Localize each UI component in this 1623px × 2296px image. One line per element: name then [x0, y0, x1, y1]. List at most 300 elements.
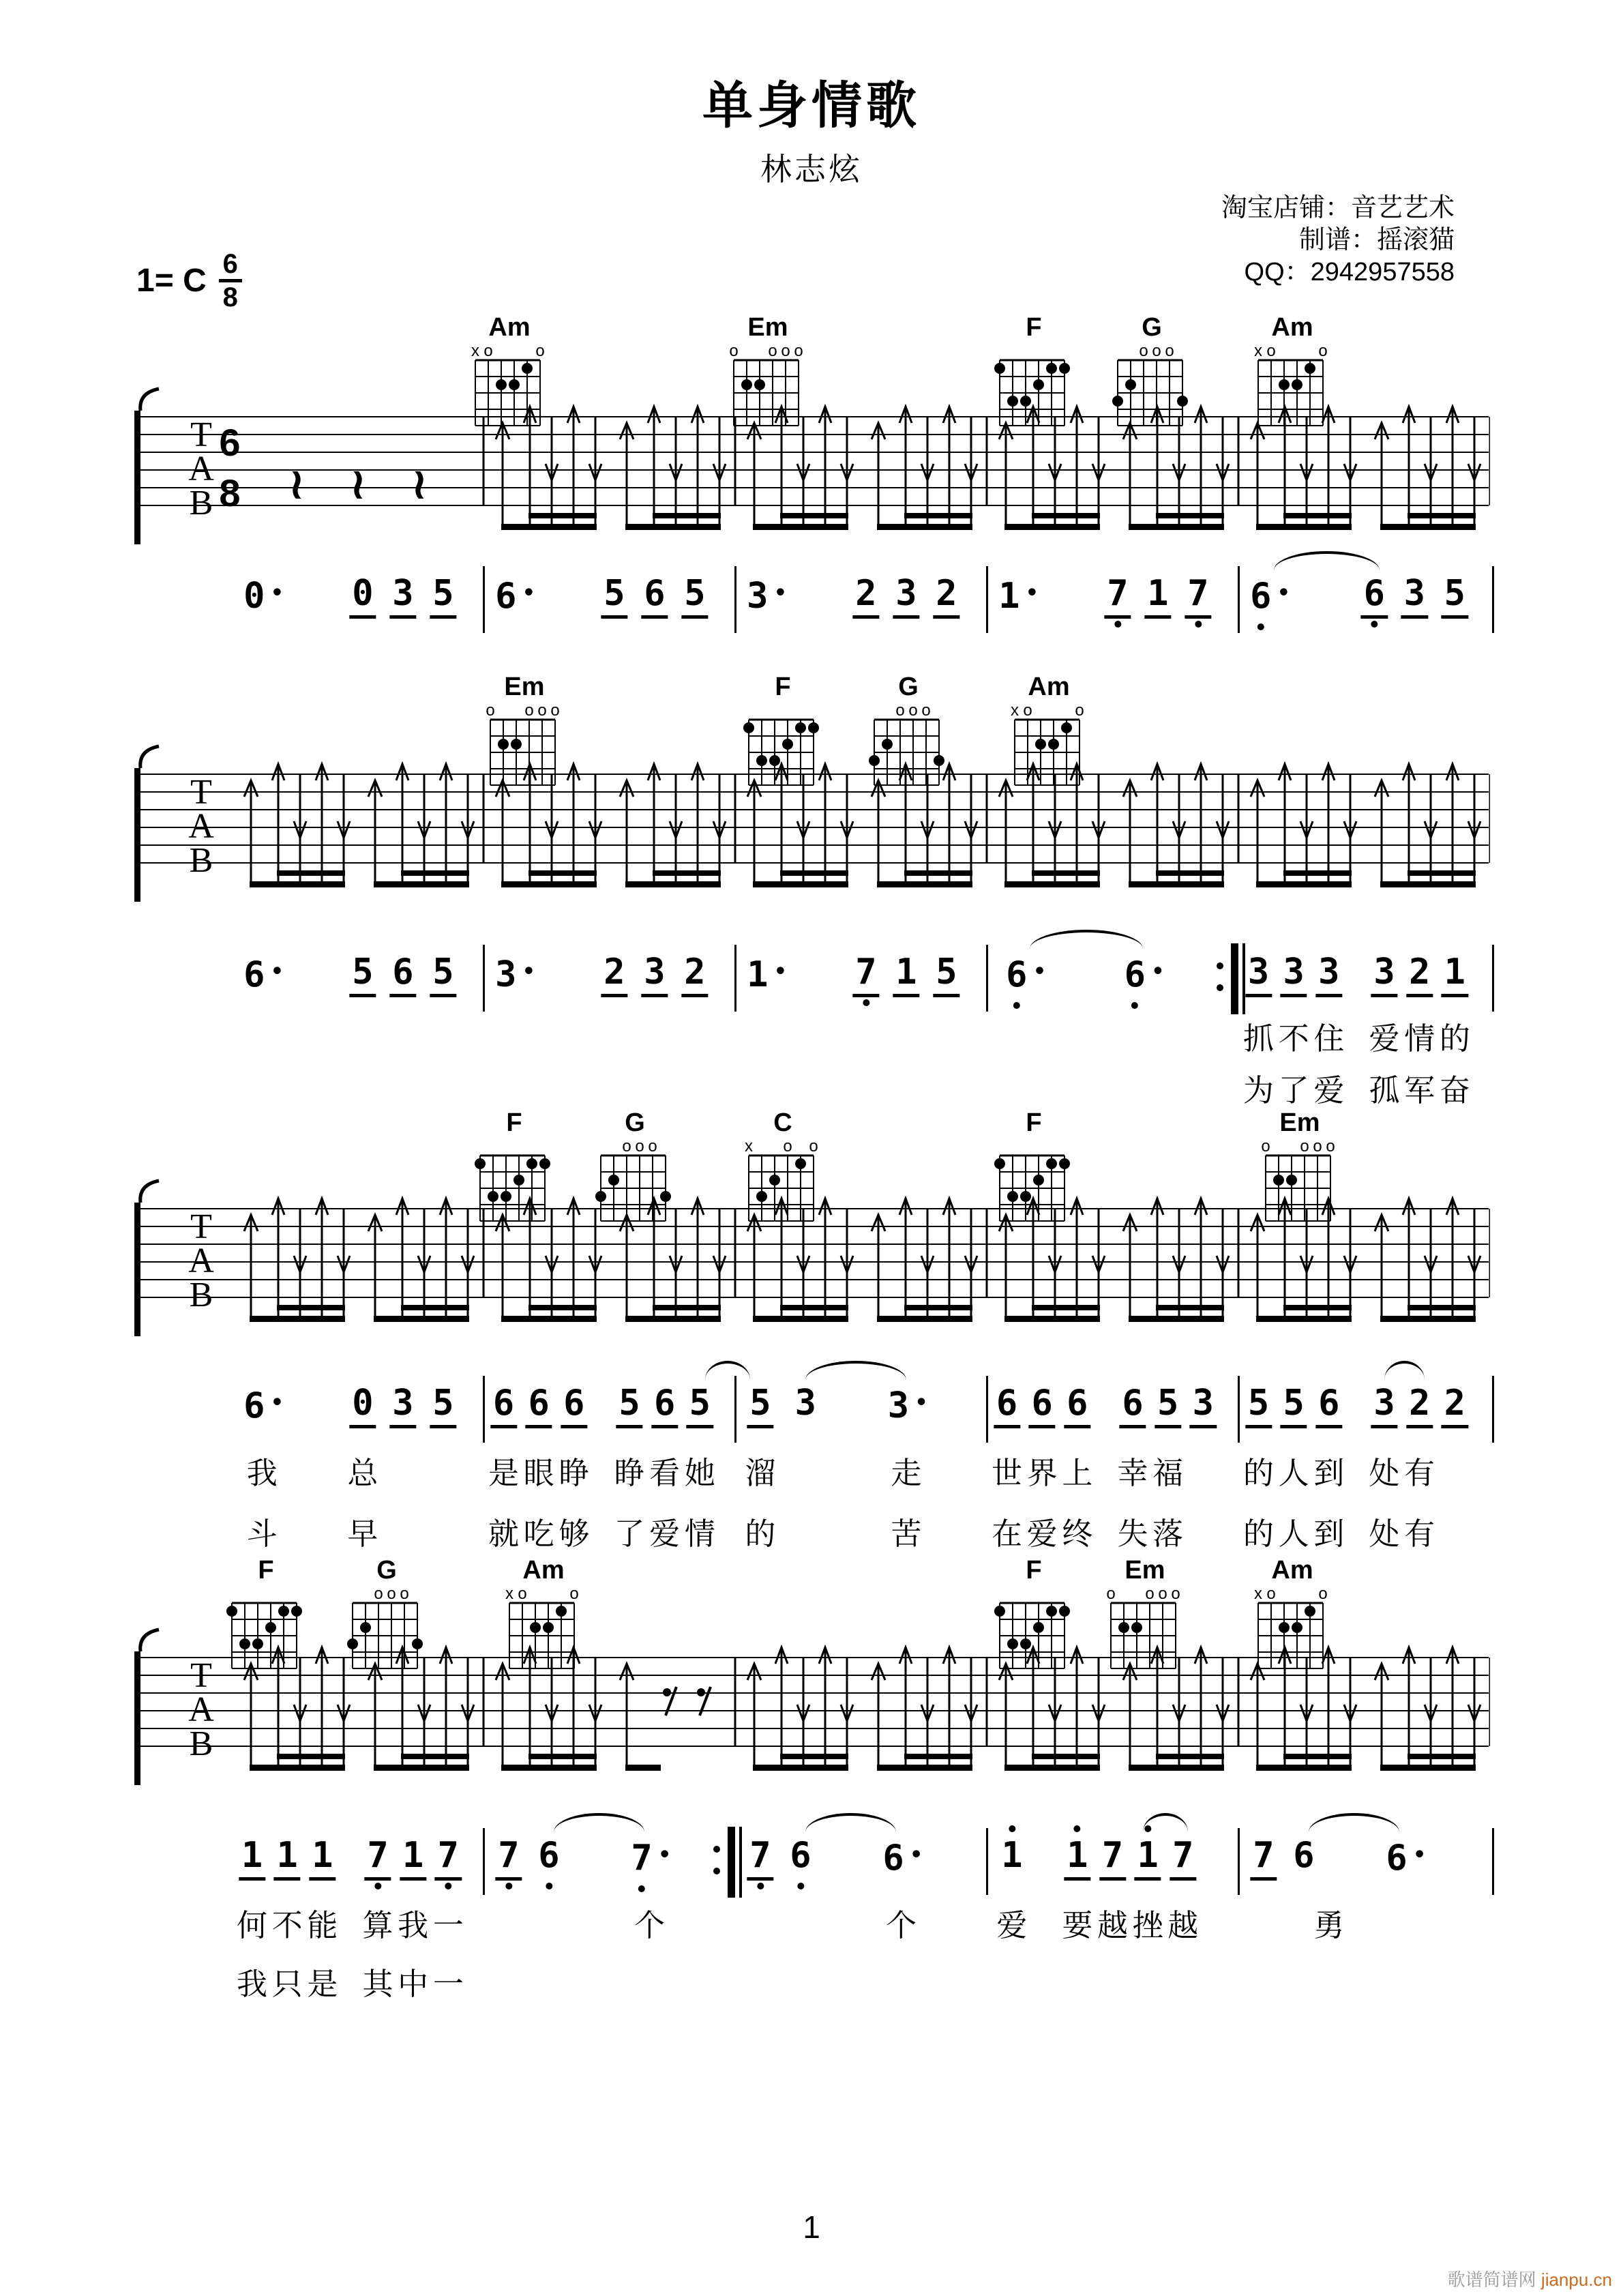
lyric-char: 界	[1026, 1456, 1058, 1490]
chord-diagram-G	[342, 1557, 432, 1677]
time-signature	[219, 250, 242, 312]
lyric-char: 上	[1062, 1456, 1093, 1490]
lyric-char: 终	[1062, 1516, 1093, 1551]
tab-system	[133, 386, 1490, 561]
note: 6 •	[1003, 953, 1045, 997]
lyric-char: 落	[1152, 1516, 1184, 1551]
lyric-char: 处	[1369, 1516, 1400, 1551]
lyric-char: 爱	[1369, 1021, 1400, 1056]
info-line-shop: 淘宝店铺：音艺艺术	[1221, 194, 1455, 222]
bar-line	[734, 566, 736, 633]
tab-clef-letter: A	[188, 1690, 214, 1729]
note: 5	[681, 574, 708, 619]
note: 1	[1144, 574, 1171, 619]
lyric-char: 挫	[1132, 1908, 1163, 1943]
svg-text:o: o	[1261, 1137, 1270, 1156]
note: 1	[1442, 953, 1468, 997]
bar-line	[734, 945, 736, 1012]
measure	[232, 945, 483, 1020]
chord-Am	[1247, 314, 1337, 437]
watermark-site-name: 歌谱简谱网	[1447, 2269, 1536, 2290]
chord-Am	[1247, 1557, 1337, 1680]
svg-text:o: o	[1023, 701, 1032, 720]
lyric-char: 有	[1404, 1456, 1435, 1490]
svg-text:o: o	[895, 701, 905, 720]
bar-line	[483, 945, 485, 1012]
note: 5	[601, 574, 627, 619]
tie-slur	[1384, 1361, 1425, 1380]
tab-system	[133, 1627, 1490, 1802]
song-title: 单身情歌	[702, 77, 921, 134]
svg-text:Em: Em	[504, 673, 545, 701]
note: 6	[1029, 1384, 1056, 1428]
svg-text:F: F	[1026, 1109, 1042, 1137]
chord-diagram-F	[989, 1109, 1079, 1229]
chord-Am	[464, 314, 554, 437]
tie-slur	[1030, 930, 1143, 949]
measure	[483, 945, 735, 1020]
note: 6	[1361, 574, 1388, 619]
lyric-char: 要	[1062, 1908, 1093, 1943]
lyric-char: 能	[307, 1908, 338, 1943]
svg-text:o: o	[569, 1585, 579, 1603]
svg-text:o: o	[1145, 1585, 1155, 1603]
note: 3 •	[747, 576, 787, 617]
note: 3	[1315, 953, 1342, 997]
lyric-char: 到	[1313, 1456, 1345, 1490]
lyric-char: 失	[1117, 1516, 1148, 1551]
measure	[1238, 1828, 1490, 1903]
tab-clef-letter: T	[190, 1656, 212, 1695]
svg-text:o: o	[1171, 1585, 1180, 1603]
svg-text:F: F	[1026, 314, 1042, 342]
note: 3	[1371, 1384, 1397, 1428]
lyric-char: 军	[1404, 1073, 1435, 1108]
note: 2	[1406, 1384, 1433, 1428]
bar-line	[734, 1376, 736, 1443]
svg-text:o: o	[1300, 1137, 1309, 1156]
chord-Em	[479, 673, 569, 797]
lyric-char: 了	[1278, 1073, 1309, 1108]
notation-line	[232, 566, 1490, 641]
lyric-char: 溜	[745, 1456, 776, 1490]
svg-text:o: o	[550, 701, 560, 720]
note: 6 •	[882, 1838, 923, 1879]
info-line-maker: 制谱：摇滚猫	[1298, 226, 1455, 254]
chord-diagram-F	[221, 1557, 311, 1677]
lyric-char: 爱	[1026, 1516, 1058, 1551]
svg-text:o: o	[374, 1585, 383, 1603]
staff-time-bottom: 8	[219, 471, 241, 514]
note: 1	[274, 1836, 301, 1881]
tie-slur	[1309, 1813, 1399, 1832]
svg-text:o: o	[768, 342, 777, 360]
note: 1 •	[747, 954, 787, 995]
note: 3	[641, 953, 668, 997]
tab-clef-letter: B	[189, 841, 213, 880]
lyric-char: 世	[992, 1456, 1023, 1490]
note: 6 •	[495, 576, 535, 617]
lyric-char: 不	[1278, 1021, 1309, 1056]
chord-diagram-Am	[1247, 314, 1337, 434]
chord-F	[738, 673, 828, 797]
chord-diagram-F	[989, 314, 1079, 434]
note: 2	[601, 953, 627, 997]
lyric-char: 是	[488, 1456, 520, 1490]
note: 6	[651, 1384, 678, 1428]
watermark	[1448, 2266, 1612, 2291]
lyric-char: 不	[271, 1908, 303, 1943]
svg-text:x: x	[1254, 342, 1262, 360]
chord-diagram-Em	[479, 673, 569, 793]
lyric-char: 人	[1278, 1456, 1309, 1490]
note: 6	[1064, 1384, 1090, 1428]
time-top: 6	[222, 249, 238, 279]
svg-text:o: o	[729, 342, 739, 360]
note: 6 •	[243, 954, 284, 995]
note: 7	[1170, 1836, 1196, 1881]
chord-F	[989, 314, 1079, 437]
note: 6	[389, 953, 416, 997]
note: 2	[933, 574, 959, 619]
svg-text:o: o	[1313, 1137, 1322, 1156]
lyric-char: 住	[1313, 1021, 1345, 1056]
note: 6	[490, 1384, 517, 1428]
note: 7	[1099, 1836, 1126, 1881]
end-bar-line	[1492, 945, 1494, 1012]
note: 7	[495, 1836, 522, 1881]
lyric-char: 就	[488, 1516, 520, 1551]
tie-slur	[1274, 551, 1380, 570]
svg-text:Am: Am	[1271, 314, 1313, 342]
lyric-char: 我	[237, 1967, 268, 2001]
time-bottom: 8	[222, 282, 238, 312]
svg-text:o: o	[783, 1137, 792, 1156]
svg-text:o: o	[1266, 342, 1276, 360]
lyric-char: 走	[891, 1456, 922, 1490]
note: 3	[1401, 574, 1428, 619]
svg-text:o: o	[1266, 1585, 1276, 1603]
tab-clef-letter: B	[189, 484, 213, 523]
svg-text:F: F	[258, 1557, 274, 1585]
lyric-char: 苦	[891, 1516, 922, 1551]
lyric-char: 情	[684, 1516, 715, 1551]
note: 5	[430, 574, 456, 619]
svg-text:Am: Am	[488, 314, 531, 342]
bar-line	[986, 945, 988, 1012]
svg-text:o: o	[648, 1137, 657, 1156]
tab-clef-letter: A	[188, 450, 214, 488]
svg-text:o: o	[400, 1585, 409, 1603]
end-bar-line	[1492, 566, 1494, 633]
svg-text:Am: Am	[1271, 1557, 1313, 1585]
lyric-char: 奋	[1439, 1073, 1470, 1108]
svg-text:o: o	[781, 342, 790, 360]
tab-clef-letter: A	[188, 1241, 214, 1280]
note: 6	[1315, 1384, 1342, 1428]
note: 5	[933, 953, 959, 997]
note: 5	[1442, 574, 1468, 619]
lyric-char: 的	[1243, 1456, 1275, 1490]
note: 5	[616, 1384, 642, 1428]
svg-text:x: x	[1254, 1585, 1262, 1603]
svg-text:G: G	[625, 1109, 645, 1137]
tab-clef-letter: B	[189, 1276, 213, 1314]
tab-clef-letter: B	[189, 1724, 213, 1763]
page-number: 1	[803, 2209, 820, 2245]
note: 3	[389, 574, 416, 619]
bar-line	[1238, 1376, 1240, 1443]
measure	[483, 1828, 735, 1903]
measure	[735, 1376, 987, 1451]
note: 7	[435, 1836, 462, 1881]
bar-line	[483, 566, 485, 633]
svg-text:Am: Am	[522, 1557, 565, 1585]
quarter-rest: ≀	[350, 459, 366, 510]
measure	[987, 945, 1238, 1020]
lyric-char: 眼	[523, 1456, 554, 1490]
tab-clef-letter: T	[190, 415, 212, 454]
measure	[232, 1828, 483, 1903]
svg-text:o: o	[921, 701, 931, 720]
chord-C	[738, 1109, 828, 1233]
svg-text:Em: Em	[1279, 1109, 1320, 1137]
lyric-char: 越	[1097, 1908, 1129, 1943]
note: 1	[400, 1836, 426, 1881]
tab-staff	[133, 1178, 1490, 1350]
svg-text:o: o	[1158, 1585, 1167, 1603]
svg-text:o: o	[1106, 1585, 1116, 1603]
lyric-char: 中	[398, 1967, 429, 2001]
lyric-char: 个	[634, 1908, 666, 1943]
svg-text:o: o	[1318, 1585, 1328, 1603]
chord-diagram-F	[469, 1109, 559, 1229]
tab-staff	[133, 1627, 1490, 1799]
lyric-char: 处	[1369, 1456, 1400, 1490]
info-line-qq: QQ：2942957558	[1244, 258, 1455, 286]
tie-slur	[805, 1361, 906, 1380]
chord-Em	[1100, 1557, 1190, 1680]
bar-line	[1238, 1828, 1240, 1895]
measure	[483, 1376, 735, 1451]
tab-clef-letter: A	[188, 807, 214, 846]
note: 3	[1190, 1384, 1217, 1428]
svg-text:o: o	[1165, 342, 1174, 360]
chord-diagram-Em	[1100, 1557, 1190, 1677]
note: 6 •	[1247, 574, 1290, 618]
lyric-char: 其	[362, 1967, 393, 2001]
note: 5	[1155, 1384, 1181, 1428]
lyric-char: 一	[432, 1908, 464, 1943]
note: 3	[1371, 953, 1397, 997]
repeat-sign	[712, 1828, 742, 1896]
note: 6	[561, 1384, 587, 1428]
chord-diagram-G	[1107, 314, 1197, 434]
chord-diagram-G	[863, 673, 953, 793]
chord-diagram-C	[738, 1109, 828, 1229]
note: 5	[747, 1384, 773, 1428]
note: 3	[1281, 953, 1307, 997]
lyric-char: 了	[614, 1516, 645, 1551]
svg-text:C: C	[773, 1109, 792, 1137]
svg-text:o: o	[908, 701, 918, 720]
chord-G	[863, 673, 953, 797]
bar-line	[483, 1376, 485, 1443]
lyric-char: 吃	[523, 1516, 554, 1551]
note: 5	[349, 953, 376, 997]
note: 2	[681, 953, 708, 997]
lyric-char: 在	[992, 1516, 1023, 1551]
lyric-char: 早	[347, 1516, 378, 1551]
lyric-char: 是	[307, 1967, 338, 2001]
lyric-char: 人	[1278, 1516, 1309, 1551]
note: 7	[1185, 574, 1211, 619]
svg-text:o: o	[1326, 1137, 1335, 1156]
tab-system	[133, 1178, 1490, 1353]
svg-text:o: o	[809, 1137, 818, 1156]
svg-text:o: o	[537, 701, 547, 720]
tab-staff	[133, 744, 1490, 915]
chord-diagram-Am	[464, 314, 554, 434]
tie-slur	[1143, 1813, 1188, 1832]
chord-diagram-F	[989, 1557, 1079, 1677]
note: 5	[687, 1384, 713, 1428]
note: 6	[994, 1384, 1020, 1428]
chord-diagram-F	[738, 673, 828, 793]
chord-diagram-Em	[723, 314, 813, 434]
svg-text:F: F	[1026, 1557, 1042, 1585]
svg-text:o: o	[1318, 342, 1328, 360]
lyric-char: 福	[1152, 1456, 1184, 1490]
svg-text:o: o	[518, 1585, 527, 1603]
chord-diagram-Am	[498, 1557, 589, 1677]
lyric-char: 她	[684, 1456, 715, 1490]
svg-text:x: x	[1011, 701, 1019, 720]
lyric-char: 有	[1404, 1516, 1435, 1551]
note: 2	[1442, 1384, 1468, 1428]
lyric-char: 我	[398, 1908, 429, 1943]
chord-diagram-Em	[1255, 1109, 1345, 1229]
svg-text:o: o	[524, 701, 534, 720]
measure	[987, 1376, 1238, 1451]
note: 1 •	[998, 576, 1039, 617]
note: 3	[389, 1384, 416, 1428]
lyric-char: 到	[1313, 1516, 1345, 1551]
quarter-rest: ≀	[411, 459, 428, 510]
note: 3	[1245, 953, 1272, 997]
tab-system	[133, 744, 1490, 919]
lyric-char: 的	[745, 1516, 776, 1551]
note: 7	[747, 1836, 773, 1881]
measure	[735, 1828, 987, 1903]
measure	[1238, 566, 1490, 641]
note: 6	[1293, 1835, 1315, 1876]
svg-text:o: o	[1139, 342, 1148, 360]
lyric-char: 幸	[1117, 1456, 1148, 1490]
lyric-char: 看	[649, 1456, 681, 1490]
measure	[1238, 945, 1490, 1020]
svg-text:o: o	[486, 701, 495, 720]
bar-line	[986, 566, 988, 633]
chord-F	[221, 1557, 311, 1680]
lyric-char: 何	[237, 1908, 268, 1943]
bar-line	[483, 1828, 485, 1895]
note: 7	[1250, 1836, 1277, 1881]
lyric-char: 够	[559, 1516, 590, 1551]
chord-G	[590, 1109, 680, 1233]
note: 2	[852, 574, 879, 619]
lyric-char: 只	[271, 1967, 303, 2001]
notation-line	[232, 945, 1490, 1020]
svg-text:o: o	[1152, 342, 1161, 360]
note: 1	[1064, 1836, 1090, 1881]
svg-text:G: G	[376, 1557, 397, 1585]
chord-F	[469, 1109, 559, 1233]
lyric-char: 勇	[1313, 1908, 1345, 1943]
note: 6 •	[1386, 1838, 1426, 1879]
measure	[1238, 1376, 1490, 1451]
svg-text:o: o	[1075, 701, 1084, 720]
lyric-char: 个	[886, 1908, 917, 1943]
note: 5	[430, 953, 456, 997]
svg-text:Em: Em	[1125, 1557, 1165, 1585]
repeat-sign	[1215, 945, 1245, 1013]
lyric-char: 斗	[246, 1516, 278, 1551]
note: 0	[349, 1384, 376, 1428]
svg-text:o: o	[387, 1585, 396, 1603]
lyric-char: 爱	[649, 1516, 681, 1551]
chord-G	[1107, 314, 1197, 437]
chord-F	[989, 1109, 1079, 1233]
bar-line	[1238, 566, 1240, 633]
notation-line	[232, 1376, 1490, 1451]
note: 6	[641, 574, 668, 619]
svg-text:o: o	[483, 342, 493, 360]
measure	[735, 566, 987, 641]
tie-slur	[705, 1361, 750, 1380]
chord-diagram-Am	[1004, 673, 1094, 793]
bar-line	[986, 1376, 988, 1443]
chord-Am	[498, 1557, 589, 1680]
key-label: 1= C	[136, 263, 207, 299]
svg-text:Am: Am	[1028, 673, 1070, 701]
chord-F	[989, 1557, 1079, 1680]
note: 6 •	[243, 1385, 284, 1426]
lyric-char: 算	[362, 1908, 393, 1943]
note: 6	[535, 1836, 562, 1877]
note: 1	[998, 1836, 1025, 1877]
watermark-link[interactable]: jianpu.cn	[1540, 2269, 1612, 2290]
lyric-char: 为	[1243, 1073, 1275, 1108]
tab-staff	[133, 386, 1490, 558]
note: 1	[1135, 1836, 1161, 1881]
lyric-char: 抓	[1243, 1021, 1275, 1056]
notation-line	[232, 1828, 1490, 1903]
chord-diagram-Am	[1247, 1557, 1337, 1677]
lyric-char: 的	[1243, 1516, 1275, 1551]
note: 7	[852, 953, 879, 997]
note: 1	[239, 1836, 265, 1881]
artist-name: 林志炫	[760, 151, 863, 187]
svg-text:o: o	[622, 1137, 631, 1156]
bar-line	[986, 1828, 988, 1895]
measure	[232, 1376, 483, 1451]
measure	[987, 566, 1238, 641]
tie-slur	[554, 1813, 644, 1832]
note: 3	[794, 1383, 816, 1424]
lyric-char: 睁	[614, 1456, 645, 1490]
svg-text:x: x	[471, 342, 479, 360]
